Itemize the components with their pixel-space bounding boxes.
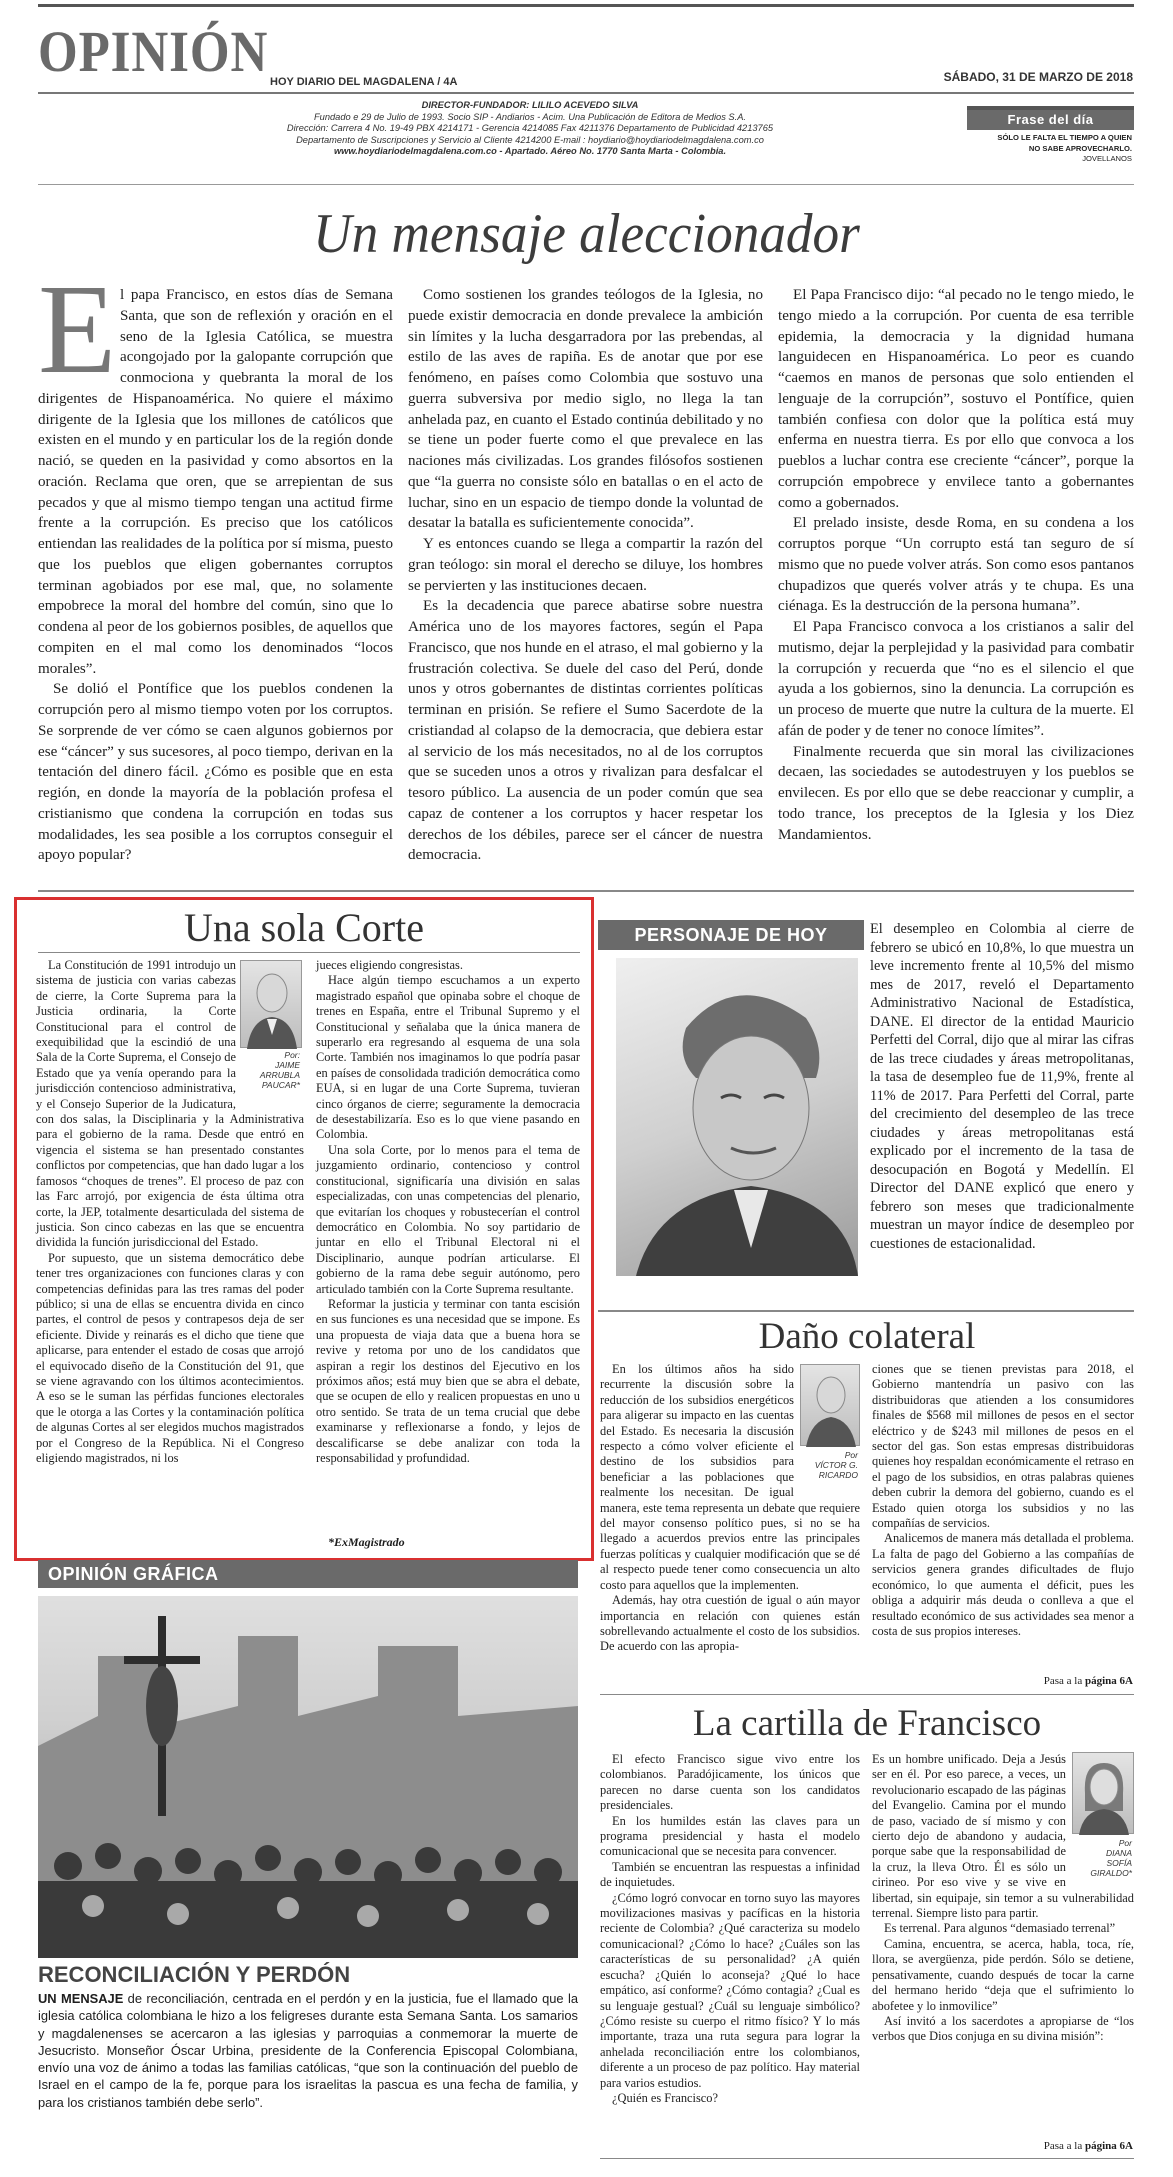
cartilla-column-1 [600,1752,860,2106]
person-portrait-icon [616,958,858,1276]
dano-byline: Por VÍCTOR G. RICARDO [814,1450,858,1480]
credits [140,100,920,158]
editorial-paragraph: Finalmente recuerda que sin moral las civilizaciones decaen, las sociedades se autodestruyen y los pueblos se envilecen. Es por ello que se debe reaccionar y cumplir, a todo trance, los preceptos de la Iglesia y los Diez Mandamientos. [778,743,1134,843]
corte-paragraph: Hace algún tiempo escuchamos a un experto magistrado español que opinaba sobre el choque de trenes en España, entre el Tribunal Supremo y el Constitucional y señalaba que la única manera de superarlo era regresando al esquema de una sola Corte. También nos imaginamos lo que podría pasar en países de consolidada tradición democrática como EUA, si en lugar de una Corte Suprema, tuvieran cinco órganos de cierre; seguramente la democracia de desestabilizaría. Eso es lo que viene pasando en Colombia. [316,973,580,1142]
cartilla-column-2 [872,1752,1134,2045]
grafica-caption [38,1990,578,2111]
editorial-rule [38,890,1134,892]
director-line: DIRECTOR-FUNDADOR: LILILO ACEVEDO SILVA [421,100,639,110]
editorial-column-2 [408,285,763,866]
cartilla-paragraph: También se encuentran las respuestas a infinidad de inquietudes. [600,1859,860,1890]
photo-spacer [794,1362,860,1486]
editorial-paragraph: l papa Francisco, en estos días de Semana Santa, que son de reflexión y oración en el seno de la Iglesia Católica, se muestra acongojado por la galopante corrupción que conmociona y quebranta la moral de los dirigentes de Hispanoamérica. No quiere el máximo dirigente de la Iglesia que los millones de católicos que existen en el mundo y en particular los de la región donde nació, se queden en la pasividad y como absortos en la oración. Reclama que oren, que se arrepientan de sus pecados y que al mismo tiempo tengan una actitud firme frente a la corrupción. Es preciso que los católicos entiendan las realidades de la política por sí misma, puesto que los pueblos que eligen gobernantes corruptos terminan agobiados por ese mal, que, no solamente empobrece la moral del hombre del común, sino que lo condena al peor de los gobiernos posibles, de aquellos que compiten en el mal como los denominados “locos morales”. [38,287,393,677]
credits-line: www.hoydiariodelmagdalena.com.co - Apartado. Aéreo No. 1770 Santa Marta - Colombia. [333,146,727,156]
editorial-paragraph: Y es entonces cuando se llega a compartir la razón del gran teólogo: sin moral el derecho se diluye, los hombres se pervierten y las instituciones decaen. [408,536,763,594]
credits-line: Fundado e 29 de Julio de 1993. Socio SIP - Andiarios - Acim. Una Publicación de Editora de Medios S.A. [313,111,747,122]
grafica-text: de reconciliación, centrada en el perdón y en la justicia, fue el llamado que la iglesia católica colombiana le hizo a los feligreses durante esta Semana Santa. Los samarios y magdalenenses se acercaron a las iglesias y parroquias a conmemorar la muerte de Jesucristo. Monseñor Óscar Urbina, presidente de la Conferencia Episcopal Colombiana, envío una voz de ánimo a todas las familias católicas, “que son la continuación del pueblo de Israel en el campo de la fe, porque para los israelitas la pascua es una fecha de familia, y para los cristianos también debe serlo”. [38,1991,578,2110]
corte-paragraph: Reformar la justicia y terminar con tanta escisión en sus funciones es una necesidad que se impone. Es una propuesta de viaja data que a buena hora se revive y retoma por uno de los candidatos que aspiran a regir los destinos del Ejecutivo en los próximos años; está muy bien que se abra el debate, que se ocupen de ello y realicen propuestas en uno u otro sentido. Se trata de un tema crucial que debe examinarse y reflexionarse a fondo, y lejos de descalificarse se debe analizar con toda la responsabilidad y profundidad. [316,1296,580,1465]
cartilla-title: La cartilla de Francisco [692,1703,1042,1744]
editorial-title: Un mensaje aleccionador [313,203,860,265]
cartilla-paragraph: Es terrenal. Para algunos “demasiado terrenal” [884,1921,1116,1936]
dropcap: E [38,258,117,400]
dano-paragraph: Analicemos de manera más detallada el problema. La falta de pago del Gobierno a las compañías de servicios genera grandes dificultades de flujo económico, lo que aumenta el déficit, pues les obliga a adquirir más deuda o conlleva a que el resultado económico de sus actividades sea menor a costa de sus propios intereses. [872,1531,1134,1638]
frase-title: Frase del día [967,110,1134,130]
dano-continued-link[interactable]: página 6A [1085,1675,1133,1687]
editorial-column-3 [778,285,1134,845]
top-rule [38,4,1134,7]
cartilla-paragraph: El efecto Francisco sigue vivo entre los colombianos. Paradójicamente, los únicos que parecen no darse cuenta son los candidatos presidenciales. [600,1752,860,1813]
masthead-rule [38,92,1134,94]
cartilla-continued-link[interactable]: página 6A [1085,2140,1133,2152]
issue-date: SÁBADO, 31 DE MARZO DE 2018 [943,70,1133,84]
corte-column-2 [316,958,580,1466]
photo-spacer [1066,1752,1134,1880]
grafica-lead: UN MENSAJE [38,1991,124,2006]
cartilla-paragraph: Camina, encuentra, se acerca, habla, toca, ríe, llora, se avergüenza, pide perdón. Sólo se detiene, pensativamente, cuando después de tocar la carne del hermano herido “deja que el sufrimiento lo abofetee y lo inmovilice” [872,1936,1134,2013]
corte-paragraph: Por supuesto, que un sistema democrático debe tener tres organizaciones con funciones claras y con competencias definidas para las tres ramas del poder público; si una de ellas se encuentra divida en cinco partes, el control de pesos y contrapesos deja de ser eficiente. Divide y reinarás es el dicho que tiene que aplicarse, para entender el estado de cosas que arrojó el equivocado diseño de la Constitución del 91, que se viene agravando con los últimos acontecimientos. A eso se le suman las pérfidas funciones electorales que le otorga a las Cortes y la contaminación política de algunas Cortes al ser elegidos muchos magistrados por el Congreso de la República. Ni el Congreso eligiendo magistrados, ni los [36,1250,304,1465]
credits-line: Dirección: Carrera 4 No. 19-49 PBX 4214171 - Gerencia 4214085 Fax 4211376 Departamento de Publicidad 4213765 [286,123,774,133]
cartilla-continued: Pasa a la página 6A [1043,2140,1133,2152]
frase-box [967,106,1134,186]
frase-rule [38,184,1134,185]
paper-name: HOY DIARIO DEL MAGDALENA / 4A [270,76,458,88]
editorial-paragraph: Se dolió el Pontífice que los pueblos condenen la corrupción pero al mismo tiempo voten por los corruptos. Se sorprende de ver cómo se caen algunos gobiernos por ese “cáncer” y sus sucesores, al poco tiempo, derivan en la tentación del dinero fácil. ¿Cómo es posible que en esta región, en donde la mayoría de la población profesa el cristianismo que condena la corrupción en todas sus modalidades, les sea posible a los corruptos conseguir el apoyo popular? [38,681,393,864]
personaje-text: El desempleo en Colombia al cierre de febrero se ubicó en 10,8%, lo que muestra un leve incremento frente al 10,5% del mismo mes de 2017, reveló el Departamento Administrativo Nacional de Estadística, DANE. El director de la entidad Mauricio Perfetti del Corral, dijo que al mirar las cifras de las trece ciudades y áreas metropolitanas, la tasa de desempleo fue de 11,9%, frente al 11% de 2017. Para Perfetti del Corral, parte del crecimiento del desempleo de las trece ciudades y áreas metropolitanas está explicado por el incremento de la tasa de desocupación en Bogotá y Medellín. El Director del DANE explicó que enero y febrero son meses que tradicionalmente muestran un mayor índice de desempleo por cuestiones de estacionalidad. [870,921,1134,1252]
dano-paragraph: ciones que se tienen previstas para 2018, el Gobierno mantendría un pasivo con las distribuidoras que atienden a los consumidores finales de $568 mil millones de pesos en el sector eléctrico y de $243 mil millones de pesos en el sector del gas. Son estas empresas distribuidoras quienes hoy respaldan económicamente el retraso en el pago de los subsidios, en otras palabras quienes deben cubrir la demora del gobierno, cuando es el Estado quien otorga los subsidios y no las compañías de servicios. [872,1362,1134,1531]
cartilla-paragraph: ¿Cómo logró convocar en torno suyo las mayores movilizaciones masivas y pacíficas en la historia reciente de Colombia? ¿Qué caracteriza su modelo comunicacional? ¿Cómo lo hace? ¿Cuáles son las características de su personalidad? ¿A quién escucha? ¿Quién lo aconseja? ¿Qué lo hace empático, así conforme? ¿Cómo contagia? ¿Cual es su lenguaje gestual? ¿Cuál su lenguaje simbólico? ¿Cómo resiste su cuerpo el ritmo físico? Y lo más importante, traza una ruta segura para lograr la anhelada reconciliación entre los colombianos, diferente a un proceso de paz político. Hay material para varios estudios. [600,1890,860,2090]
dropcap-spacer [38,285,120,385]
editorial-paragraph: El prelado insiste, desde Roma, en su condena a los corruptos porque “Un corrupto está tan seguro de sí mismo que no puede volver atrás. Son como esos pantanos chupadizos que querés volver atrás y te chupa. Es una ciénaga. Es la destrucción de la persona humana”. [778,515,1134,615]
editorial-paragraph: El Papa Francisco convoca a los cristianos a salir del mutismo, dejar la perplejidad y la pasividad para combatir la corrupción y recuerda que “no es el silencio el que ayuda a los gobiernos, sino la denuncia. La corrupción es un proceso de muerte que nutre la cultura de la muerte. El afán de poder y de tener no conoce límites”. [778,619,1134,739]
cartilla-paragraph: Es un hombre unificado. Deja a Jesús ser en él. Por eso parece, a veces, un revolucionario escapado de las páginas del Evangelio. Camina por el mundo de paso, vaciado de sí mismo y con cierto dejo de abandono y audacia, porque sabe que la responsabilidad de la cruz, la lleva Otro. Él es sólo un cirineo. Por eso vive y se vive en libertad, sin equipaje, sin temor a su vulnerabilidad terrenal. Siempre listo para partir. [872,1752,1134,1921]
editorial-paragraph: Es la decadencia que parece abatirse sobre nuestra América uno de los mayores factores, según el Papa Francisco, que nos hunde en el atraso, el mal gobierno y la frustración colectiva. Se duele del caso del Perú, donde unos y otros gobernantes de distintas corrientes políticas terminan en prisión. Se refiere el Sumo Sacerdote de la cristiandad al colapso de la democracia, que debiera estar al servicio de los más necesitados, no al de los corruptos que se suceden unos a otros y rivalizan para desfalcar el tesoro público. La ausencia de un poder común que sea capaz de contener a los corruptos y hacer respetar los derechos de los débiles, parece ser el cáncer de nuestra democracia. [408,598,763,864]
dano-rule [600,1694,1134,1695]
corte-footnote: *ExMagistrado [328,1535,405,1549]
cartilla-paragraph: En los humildes están las claves para un programa presidencial y hasta el modelo comunicacional que se necesita para convencer. [600,1813,860,1859]
corte-title: Una sola Corte [184,905,424,950]
grafica-photo [38,1596,578,1958]
bottom-rule [600,2158,1134,2159]
dano-continued: Pasa a la página 6A [1043,1675,1133,1687]
corte-paragraph: La Constitución de 1991 introdujo un sistema de justicia con varias cabezas de cierre, la Corte Suprema para la Justicia ordinaria, la Corte Constitucional para el control de exequibilidad que la escindió de una Sala de la Corte Suprema, el Consejo de Estado que ya venía operando para la jurisdicción contencioso administrativa, y el Consejo Superior de la Judicatura, con dos salas, la Disciplinaria y la Administrativa para el gobierno de la rama. Desde que entró en vigencia el sistema se han presentado constantes conflictos por competencias, que han dado lugar a los famosos “choques de trenes”. El proceso de paz con las Farc arrojó, por exigencia de ésta última otra corte, la JEP, totalmente desarticulada del sistema de justicia. Son cinco cabezas en las que se encuentra dividida la función jurisdiccional del Estado. [36,958,304,1250]
editorial-paragraph: Como sostienen los grandes teólogos de la Iglesia, no puede existir democracia en donde prevalece la ambición sin límites y la lucha desgarradora por las prebendas, al estilo de las aves de rapiña. Es de anotar que por ese fenómeno, en países como Colombia que sostuvo una guerra subversiva por medio siglo, no llega la tan anhelada paz, en cuanto el Estado continúa debilitado y no se tiene un poder fuerte como el que prevalece en las naciones más civilizadas. Los grandes filósofos sostienen que “la guerra no consiste sólo en batallas o en el acto de luchar, sino en un espacio de tiempo donde la voluntad de desatar la batalla es suficientemente conocida”. [408,287,763,532]
frase-text: SÓLO LE FALTA EL TIEMPO A QUIEN NO SABE APROVECHARLO. JOVELLANOS [997,133,1132,163]
credits-line: Departamento de Suscripciones y Servicio al Cliente 4214200 E-mail : hoydiario@hoydiariodelmagdalena.com.co [296,134,764,145]
dano-title: Daño colateral [758,1316,976,1357]
photo-spacer [236,958,304,1098]
corte-paragraph: jueces eligiendo congresistas. [316,958,463,972]
grafica-title: RECONCILIACIÓN Y PERDÓN [38,1962,351,1987]
personaje-photo [616,958,858,1276]
editorial-paragraph: El Papa Francisco dijo: “al pecado no le tengo miedo, le tengo miedo a la corrupción. Por cuenta de esa terrible epidemia, la democracia y la dignidad humana languidecen en Hispanoamérica. Lo peor es cuando “caemos en manos de personas que solo entienden el lenguaje de la corrupción”, sostuvo el Pontífice, quien también confiesa con dolor que la política está muy enferma en nuestra tierra. Es por ello que convoca a los pueblos a luchar contra ese creciente “cáncer”, porque la corrupción empobrece y envilece tanto a gobernantes como a gobernados. [778,287,1134,511]
corte-byline: Por: JAIME ARRUBLA PAUCAR* [259,1050,300,1090]
dano-paragraph: En los últimos años ha sido recurrente la discusión sobre la reducción de los subsidios energéticos para aligerar su impacto en las cuentas del Estado. Es necesaria la discusión respecto a cómo volver eficiente el destino de los subsidios para beneficiar a las poblaciones que realmente los necesitan. De igual manera, este tema representa un debate que requiere del mayor consenso político pues, si no se ha llegado a acuerdos previos entre las principales fuerzas políticas y cualquier modificación que se dé al respecto puede tener como consecuencia un alto costo para aquellos que la implementen. [600,1362,860,1592]
dano-column-1 [600,1362,860,1655]
cartilla-paragraph: ¿Quién es Francisco? [612,2090,718,2105]
personaje-bar: PERSONAJE DE HOY [598,920,864,950]
cartilla-paragraph: Así invitó a los sacerdotes a apropiarse de “los verbos que Dios conjuga en su divina misión”: [872,2013,1134,2044]
procession-photo-icon [38,1596,578,1958]
corte-column-1 [36,958,304,1466]
corte-title-rule [38,952,580,953]
cartilla-byline: Por DIANA SOFÍA GIRALDO* [1090,1838,1132,1878]
corte-paragraph: Una sola Corte, por lo menos para el tema de juzgamiento ordinario, contencioso y control constitucional, significaría una división en salas especializadas, con unas competencias del plenario, que evitarían los choques y robustecerían el control democrático en Colombia. No soy partidario de juntar en ello el Tribunal Electoral ni el Disciplinario, aunque podrían articularse. El gobierno de la rama debe seguir autónomo, pero articulado también con la Corte Suprema resultante. [316,1142,580,1296]
personaje-rule [598,1310,1134,1312]
dano-paragraph: Además, hay otra cuestión de igual o aún mayor importancia en relación con quienes están sobrellevando actualmente el costo de los subsidios. De acuerdo con las apropia- [600,1593,860,1654]
section-title: OPINIÓN [38,19,269,84]
editorial-column-1 [38,285,393,866]
dano-column-2 [872,1362,1134,1639]
grafica-bar: OPINIÓN GRÁFICA [38,1560,578,1588]
